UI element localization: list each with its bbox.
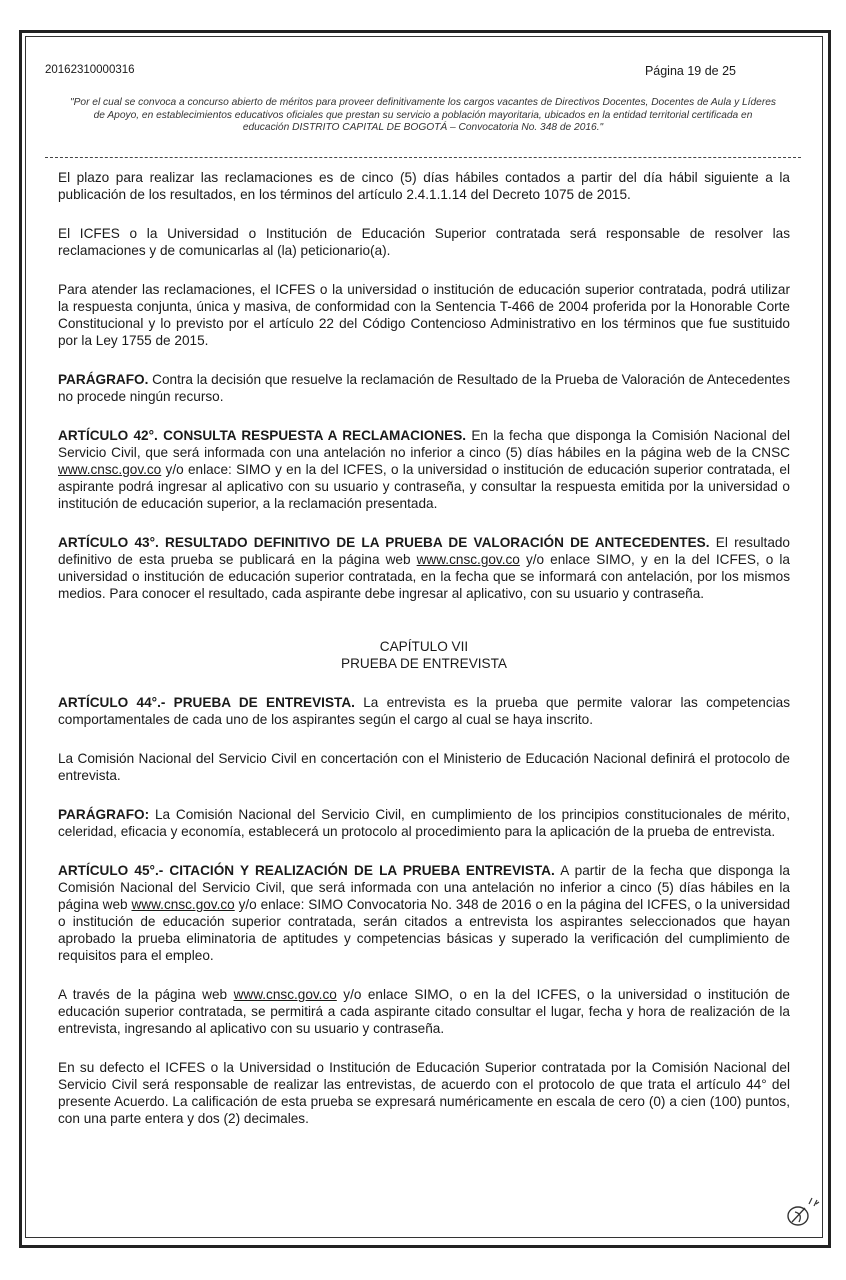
document-body — [58, 169, 790, 1149]
a-traves-text-cont: y/o enlace SIMO, o en la del ICFES, o la universidad o institución de educación superior contratada, se permitirá a cada aspirante citado consultar el lugar, fecha y hora de realización de la entrevista, ingresando al aplicativo con su usuario y contraseña. — [58, 987, 790, 1036]
paragraph-en-su-defecto: En su defecto el ICFES o la Universidad o Institución de Educación Superior contratada por la Comisión Nacional del Servicio Civil será responsable de realizar las entrevistas, de acuerdo con el protocolo de que trata el artículo 44° del presente Acuerdo. La calificación de esta prueba se expresará numéricamente en escala de cero (0) a cien (100) puntos, con una parte entera y dos (2) decimales. — [58, 1060, 790, 1126]
paragraph-atender: Para atender las reclamaciones, el ICFES o la universidad o institución de educación superior contratada, podrá utilizar la respuesta conjunta, única y masiva, de conformidad con la Sentencia T-466 de 2004 proferida por la Honorable Corte Constitucional y lo previsto por el artículo 22 del Código Contencioso Administrativo en los términos que fue sustituido por la Ley 1755 de 2015. — [58, 282, 790, 348]
chapter-title: PRUEBA DE ENTREVISTA — [341, 656, 507, 671]
page-number: Página 19 de 25 — [644, 64, 736, 78]
handwritten-initials-icon — [783, 1192, 823, 1232]
article-43 — [58, 534, 790, 602]
cnsc-link[interactable]: www.cnsc.gov.co — [58, 462, 162, 477]
article-44-title: ARTÍCULO 44°.- PRUEBA DE ENTREVISTA. — [58, 695, 355, 710]
cnsc-link[interactable]: www.cnsc.gov.co — [131, 897, 235, 912]
document-subtitle: "Por el cual se convoca a concurso abierto de méritos para proveer definitivamente los cargos vacantes de Directivos Docentes, Docentes de Aula y Líderes de Apoyo, en establecimientos educativos oficiales que prestan su servicio a población mayoritaria, ubicados en la entidad territorial certificada en educación DISTRITO CAPITAL DE BOGOTÁ – Convocatoria No. 348 de 2016." — [70, 97, 776, 133]
a-traves-text: A través de la página web — [58, 987, 234, 1002]
article-42-title: ARTÍCULO 42°. CONSULTA RESPUESTA A RECLAMACIONES. — [58, 428, 467, 443]
paragrafo-2-label: PARÁGRAFO: — [58, 807, 150, 822]
paragraph-paragrafo — [58, 371, 790, 405]
article-45-text-cont: y/o enlace: SIMO Convocatoria No. 348 de 2016 o en la página del ICFES, o la universidad o institución de educación superior contratada, serán citados a entrevista los aspirantes seleccionados que hayan aprobado la prueba eliminatoria de aptitudes y competencias básicas y superado la verificación del cumplimiento de requisitos para el empleo. — [58, 897, 791, 963]
article-42-text: En la fecha que disponga la Comisión Nacional del Servicio Civil, que será informada con una antelación no inferior a cinco (5) días hábiles en la página web de la CNSC — [58, 428, 790, 460]
article-43-title: ARTÍCULO 43°. RESULTADO DEFINITIVO DE LA PRUEBA DE VALORACIÓN DE ANTECEDENTES. — [58, 535, 710, 550]
chapter-number: CAPÍTULO VII — [379, 639, 469, 654]
header-divider — [45, 157, 801, 158]
page-header — [45, 64, 736, 78]
chapter-heading — [58, 638, 790, 672]
paragraph-a-traves — [58, 986, 790, 1037]
paragraph-icfes: El ICFES o la Universidad o Institución de Educación Superior contratada será responsable de resolver las reclamaciones y de comunicarlas al (la) peticionario(a). — [58, 226, 790, 258]
article-44-text: La entrevista es la prueba que permite valorar las competencias comportamentales de cada uno de los aspirantes según el cargo al cual se haya inscrito. — [58, 695, 790, 727]
paragraph-paragrafo-2 — [58, 806, 790, 840]
paragrafo-2-text: La Comisión Nacional del Servicio Civil, en cumplimiento de los principios constitucionales de mérito, celeridad, eficacia y economía, establecerá un protocolo al procedimiento para la aplicación de la prueba de entrevista. — [58, 807, 790, 839]
article-45-text: A partir de la fecha que disponga la Comisión Nacional del Servicio Civil, que será informada con una antelación no inferior a cinco (5) días hábiles en la página web — [58, 863, 790, 912]
paragrafo-text: Contra la decisión que resuelve la reclamación de Resultado de la Prueba de Valoración de Antecedentes no procede ningún recurso. — [58, 372, 790, 404]
article-43-text-cont: y/o enlace SIMO, y en la del ICFES, o la universidad o institución de educación superior contratada, en la fecha que se informará con antelación, por los mismos medios. Para conocer el resultado, cada aspirante debe ingresar al aplicativo, con su usuario y contraseña. — [58, 552, 790, 601]
cnsc-link[interactable]: www.cnsc.gov.co — [233, 987, 337, 1002]
article-45-title: ARTÍCULO 45°.- CITACIÓN Y REALIZACIÓN DE LA PRUEBA ENTREVISTA. — [58, 863, 555, 878]
article-43-text: El resultado definitivo de esta prueba se publicará en la página web — [58, 535, 790, 567]
document-number: 20162310000316 — [45, 64, 135, 76]
paragraph-protocolo: La Comisión Nacional del Servicio Civil en concertación con el Ministerio de Educación Nacional definirá el protocolo de entrevista. — [58, 751, 790, 783]
cnsc-link[interactable]: www.cnsc.gov.co — [416, 552, 520, 567]
paragraph-plazo: El plazo para realizar las reclamaciones es de cinco (5) días hábiles contados a partir del día hábil siguiente a la publicación de los resultados, en los términos del artículo 2.4.1.1.14 del Decreto 1075 de 2015. — [58, 170, 790, 202]
article-45 — [58, 862, 790, 964]
article-44 — [58, 694, 790, 728]
paragrafo-label: PARÁGRAFO. — [58, 372, 149, 387]
article-42-text-cont: y/o enlace: SIMO y en la del ICFES, o la universidad o institución de educación superior contratada, el aspirante podrá ingresar al aplicativo con su usuario y contraseña, y consultar la respuesta emitida por la universidad o institución de educación superior, a la reclamación presentada. — [58, 462, 790, 511]
article-42 — [58, 427, 790, 512]
